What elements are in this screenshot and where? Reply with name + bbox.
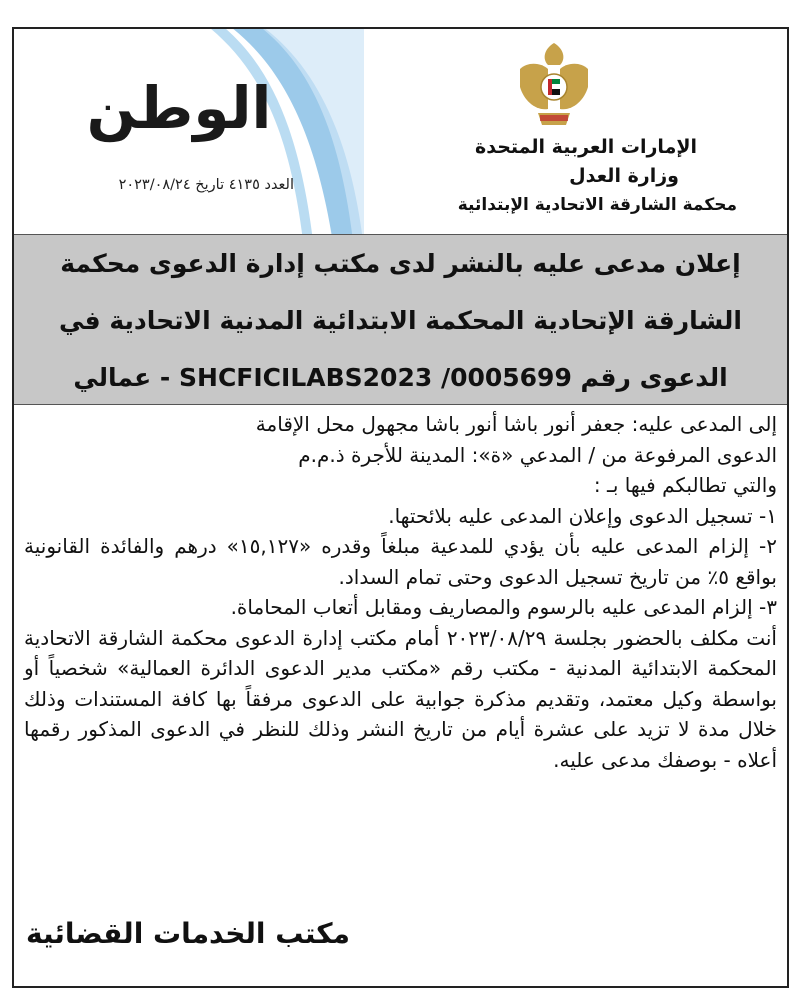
- title-line-3: الدعوى رقم SHCFICILABS2023 /0005699 - عمالي: [73, 363, 728, 392]
- uae-emblem-icon: [514, 39, 594, 131]
- court-name: محكمة الشارقة الاتحادية الإبتدائية: [457, 195, 737, 215]
- summons-paragraph: أنت مكلف بالحضور بجلسة ٢٠٢٣/٠٨/٢٩ أمام مكتب إدارة الدعوى محكمة الشارقة الاتحادية المحكمة الابتدائية المدنية - مكتب رقم «مكتب مدير الدعوى الدائرة العمالية» شخصياً أو بواسطة وكيل معتمد، وتقديم مذكرة جوابية على الدعوى مرفقاً بها كافة المستندات وذلك خلال مدة لا تزيد على عشرة أيام من تاريخ النشر وذلك للنظر في الدعوى المذكور رقمها أعلاه - بوصفك مدعى عليه.: [24, 625, 777, 772]
- signature: مكتب الخدمات القضائية: [26, 917, 350, 950]
- demands-intro: والتي تطالبكم فيها بـ :: [593, 473, 777, 497]
- title-line-2: الشارقة الإتحادية المحكمة الابتدائية المدنية الاتحادية في: [59, 306, 742, 335]
- plaintiff-paragraph: الدعوى المرفوعة من / المدعي «ة»: المدينة للأجرة ذ.م.م: [298, 442, 777, 467]
- demand-item-2: ٢- إلزام المدعى عليه بأن يؤدي للمدعية مبلغاً وقدره «١٥,١٢٧» درهم والفائدة القانونية بواقع ٥٪ من تاريخ تسجيل الدعوى وحتى تمام السداد.: [24, 534, 777, 589]
- issue-date-line: العدد ٤١٣٥ تاريخ ٢٠٢٣/٠٨/٢٤: [118, 177, 294, 193]
- title-line-1: إعلان مدعى عليه بالنشر لدى مكتب إدارة الدعوى محكمة: [60, 249, 741, 278]
- demand-item-3: ٣- إلزام المدعى عليه بالرسوم والمصاريف ومقابل أتعاب المحاماة.: [230, 595, 777, 619]
- notice-frame: [12, 27, 789, 988]
- country-name: الإمارات العربية المتحدة: [475, 136, 697, 158]
- newspaper-name: الوطن: [86, 74, 272, 142]
- government-block: [457, 133, 737, 220]
- notice-header: [14, 29, 787, 234]
- notice-body: [14, 409, 787, 775]
- demand-item-1: ١- تسجيل الدعوى وإعلان المدعى عليه بلائحتها.: [388, 503, 777, 528]
- defendant-paragraph: إلى المدعى عليه: جعفر أنور باشا أنور باشا مجهول محل الإقامة: [255, 412, 777, 436]
- ministry-name: وزارة العدل: [569, 165, 679, 187]
- notice-title-band: [14, 234, 787, 405]
